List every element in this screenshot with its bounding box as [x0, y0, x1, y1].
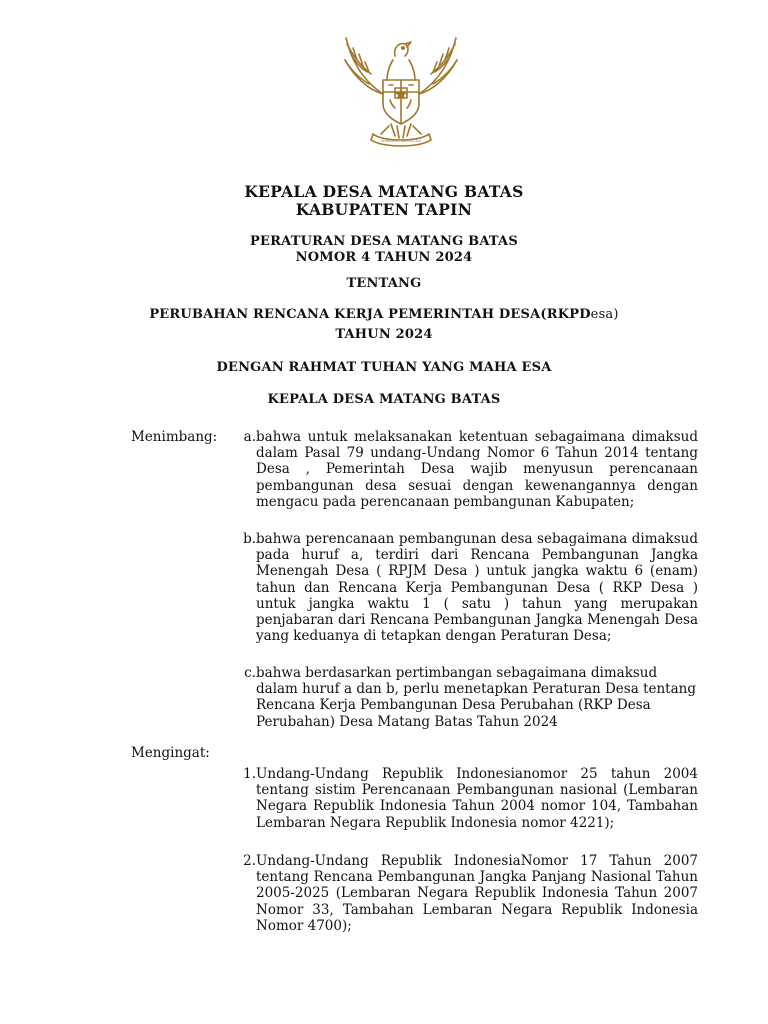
- heading-line-1: KEPALA DESA MATANG BATAS: [244, 182, 524, 201]
- menimbang-item-c: [236, 665, 698, 730]
- item-text: Undang-Undang Republik Indonesianomor 25 tahun 2004 tentang sistim Perencanaan Pembangunan nasional (Lembaran Negara Republik Indonesia Tahun 2004 nomor 104, Tambahan Lembaran Negara Republik Indonesia nomor 4221);: [256, 766, 698, 831]
- item-marker: 2.: [243, 853, 256, 869]
- item-marker: a.: [243, 429, 256, 445]
- item-text: bahwa berdasarkan pertimbangan sebagaimana dimaksud dalam huruf a dan b, perlu menetapkan Peraturan Desa tentang Rencana Kerja Pembangunan Desa Perubahan (RKP Desa Perubahan) Desa Matang Batas Tahun 2024: [256, 665, 696, 730]
- regulation-name: PERATURAN DESA MATANG BATAS: [250, 234, 518, 249]
- svg-text:BHINNEKA TUNGGAL IKA: BHINNEKA TUNGGAL IKA: [381, 139, 421, 143]
- subject-line-1-suffix: esa): [590, 307, 619, 322]
- menimbang-item-a: [236, 429, 698, 510]
- item-marker: 1.: [243, 766, 256, 782]
- item-marker: c.: [244, 665, 256, 681]
- heading-line-2: KABUPATEN TAPIN: [295, 200, 473, 219]
- item-text: bahwa perencanaan pembangunan desa sebagaimana dimaksud pada huruf a, terdiri dari Rencana Pembangunan Jangka Menengah Desa ( RPJM Desa ) untuk jangka waktu 6 (enam) tahun dan Rencana Kerja Pembangunan Desa ( RKP Desa ) untuk jangka waktu 1 ( satu ) tahun yang merupakan penjabaran dari Rencana Pembangunan Jangka Menengah Desa yang keduanya di tetapkan dengan Peraturan Desa;: [256, 531, 698, 645]
- garuda-emblem-icon: [333, 34, 469, 152]
- authority-line: KEPALA DESA MATANG BATAS: [267, 392, 501, 407]
- blessing-line: DENGAN RAHMAT TUHAN YANG MAHA ESA: [216, 360, 552, 375]
- regulation-number: NOMOR 4 TAHUN 2024: [295, 250, 473, 265]
- subject-line-1: [0, 307, 768, 323]
- item-text: Undang-Undang Republik IndonesiaNomor 17 Tahun 2007 tentang Rencana Pembangunan Jangka Panjang Nasional Tahun 2005-2025 (Lembaran Negara Republik Indonesia Tahun 2007 Nomor 33, Tambahan Lembaran Negara Republik Indonesia Nomor 4700);: [256, 853, 698, 934]
- item-text: bahwa untuk melaksanakan ketentuan sebagaimana dimaksud dalam Pasal 79 undang-Undang Nomor 6 Tahun 2014 tentang Desa , Pemerintah Desa wajib menyusun perencanaan pembangunan desa sesuai dengan kewenangannya dengan mengacu pada perencanaan pembangunan Kabupaten;: [256, 429, 698, 510]
- menimbang-label: Menimbang:: [131, 429, 218, 445]
- mengingat-label: Mengingat:: [131, 745, 210, 761]
- regulation-subject: [0, 307, 768, 343]
- mengingat-item-1: [236, 766, 698, 831]
- heading-kepala-desa: [0, 183, 768, 219]
- mengingat-item-2: [236, 853, 698, 934]
- menimbang-item-b: [236, 531, 698, 644]
- item-marker: b.: [243, 531, 256, 547]
- regulation-title: [0, 234, 768, 266]
- about-label: TENTANG: [346, 276, 422, 291]
- subject-line-2: TAHUN 2024: [335, 327, 433, 342]
- subject-line-1-main: PERUBAHAN RENCANA KERJA PEMERINTAH DESA(RKPD: [149, 307, 591, 322]
